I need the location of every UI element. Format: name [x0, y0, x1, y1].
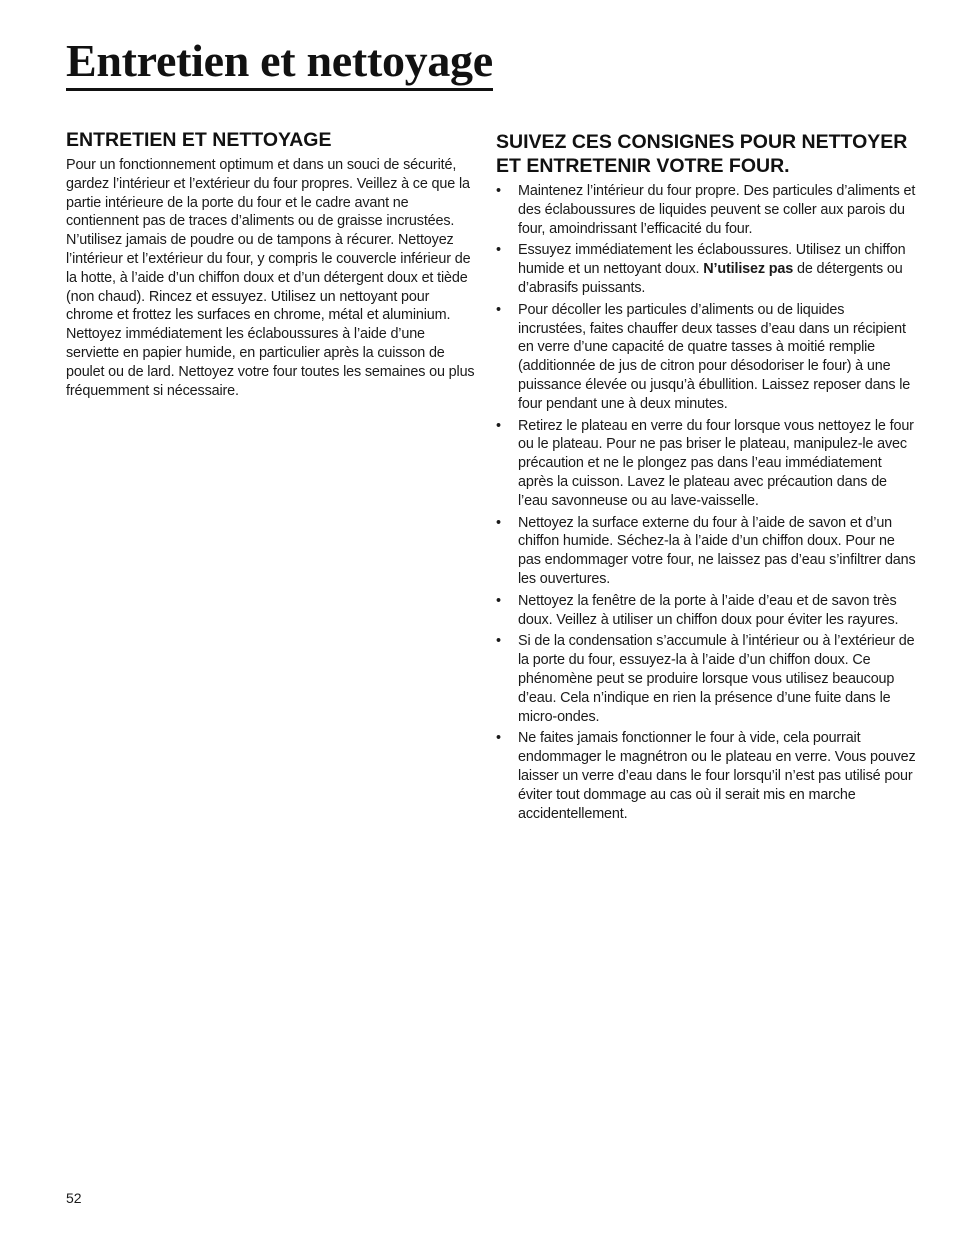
- list-item: [496, 417, 916, 511]
- list-item: [496, 632, 916, 726]
- list-item-text-bold: N’utilisez pas: [703, 261, 794, 278]
- section-heading-instructions: SUIVEZ CES CONSIGNES POUR NETTOYER ET ENTRETENIR VOTRE FOUR.: [496, 131, 908, 177]
- list-item-text: Nettoyez la surface externe du four à l’aide de savon et d’un chiffon humide. Séchez-la à l’aide d’un chiffon doux. Pour ne pas endommager votre four, ne laissez pas d’eau s’infiltrer dans les ouvertures.: [518, 514, 916, 587]
- maintenance-paragraph: Pour un fonctionnement optimum et dans un souci de sécurité, gardez l’intérieur et l’extérieur du four propres. Veillez à ce que la partie intérieure de la porte du four et le cadre avant ne contiennent pas de traces d’aliments ou de graisse incrustées. N’utilisez jamais de poudre ou de tampons à récurer. Nettoyez l’intérieur et l’extérieur du four, y compris le couvercle inférieur de la hotte, à l’aide d’un chiffon doux et d’un détergent doux et tiède (non chaud). Rincez et essuyez. Utilisez un nettoyant pour chrome et frottez les surfaces en chrome, métal et aluminium. Nettoyez immédiatement les éclaboussures à l’aide d’une serviette en papier humide, en particulier après la cuisson de poulet ou de lard. Nettoyez votre four toutes les semaines ou plus fréquemment si nécessaire.: [66, 157, 475, 399]
- bullet-icon: •: [496, 417, 501, 434]
- list-item: [496, 592, 916, 630]
- bullet-icon: •: [496, 242, 501, 259]
- bullet-icon: •: [496, 592, 501, 609]
- bullet-icon: •: [496, 730, 501, 747]
- list-item: [496, 241, 916, 297]
- bullet-icon: •: [496, 183, 501, 199]
- page-title: Entretien et nettoyage: [66, 34, 493, 91]
- page-number: 52: [66, 1190, 82, 1206]
- bullet-icon: •: [496, 514, 501, 531]
- list-item-text: Pour décoller les particules d’aliments ou de liquides incrustées, faites chauffer deux tasses d’eau dans un récipient en verre d’une capacité de quatre tasses à moitié remplie (additionnée de jus de citron pour désodoriser le four) à une puissance élevée ou jusqu’à ébullition. Laissez reposer dans le four pendant une à deux minutes.: [518, 301, 911, 412]
- section-heading-maintenance: ENTRETIEN ET NETTOYAGE: [66, 129, 332, 151]
- list-item-text: Maintenez l’intérieur du four propre. Des particules d’aliments et des éclaboussures de liquides peuvent se coller aux parois du four, amoindrissant l’efficacité du four.: [518, 183, 916, 237]
- list-item-text: Si de la condensation s’accumule à l’intérieur ou à l’extérieur de la porte du four, essuyez-la à l’aide d’un chiffon doux. Ce phénomène peut se produire lorsque vous utilisez beaucoup d’eau. Cela n’indique en rien la présence d’une fuite dans le micro-ondes.: [518, 633, 915, 725]
- list-item-text: Ne faites jamais fonctionner le four à vide, cela pourrait endommager le magnétron ou le plateau en verre. Vous pouvez laisser un verre d’eau dans le four lorsqu’il n’est pas utilisé pour éviter tout dommage au cas où il serait mis en marche accidentellement.: [518, 730, 916, 822]
- list-item-text-before: Essuyez immédiatement les éclaboussures. Utilisez un chiffon humide et un nettoyant doux.: [518, 242, 906, 278]
- list-item: [496, 301, 916, 414]
- list-item-text: Nettoyez la fenêtre de la porte à l’aide d’eau et de savon très doux. Veillez à utiliser un chiffon doux pour éviter les rayures.: [518, 592, 899, 628]
- list-item: [496, 514, 916, 589]
- list-item-text: Retirez le plateau en verre du four lorsque vous nettoyez le four ou le plateau. Pour ne pas briser le plateau, manipulez-le avec précaution et ne le plongez pas dans l’eau immédiatement après la cuisson. Lavez le plateau avec précaution dans de l’eau savonneuse ou au lave-vaisselle.: [518, 417, 914, 509]
- left-column: [66, 128, 478, 400]
- instructions-list: [496, 182, 916, 823]
- right-column: [496, 128, 916, 826]
- bullet-icon: •: [496, 301, 501, 318]
- list-item: [496, 182, 916, 238]
- bullet-icon: •: [496, 633, 501, 650]
- list-item: [496, 729, 916, 823]
- list-item-text-after: de détergents ou d’abrasifs puissants.: [518, 261, 903, 296]
